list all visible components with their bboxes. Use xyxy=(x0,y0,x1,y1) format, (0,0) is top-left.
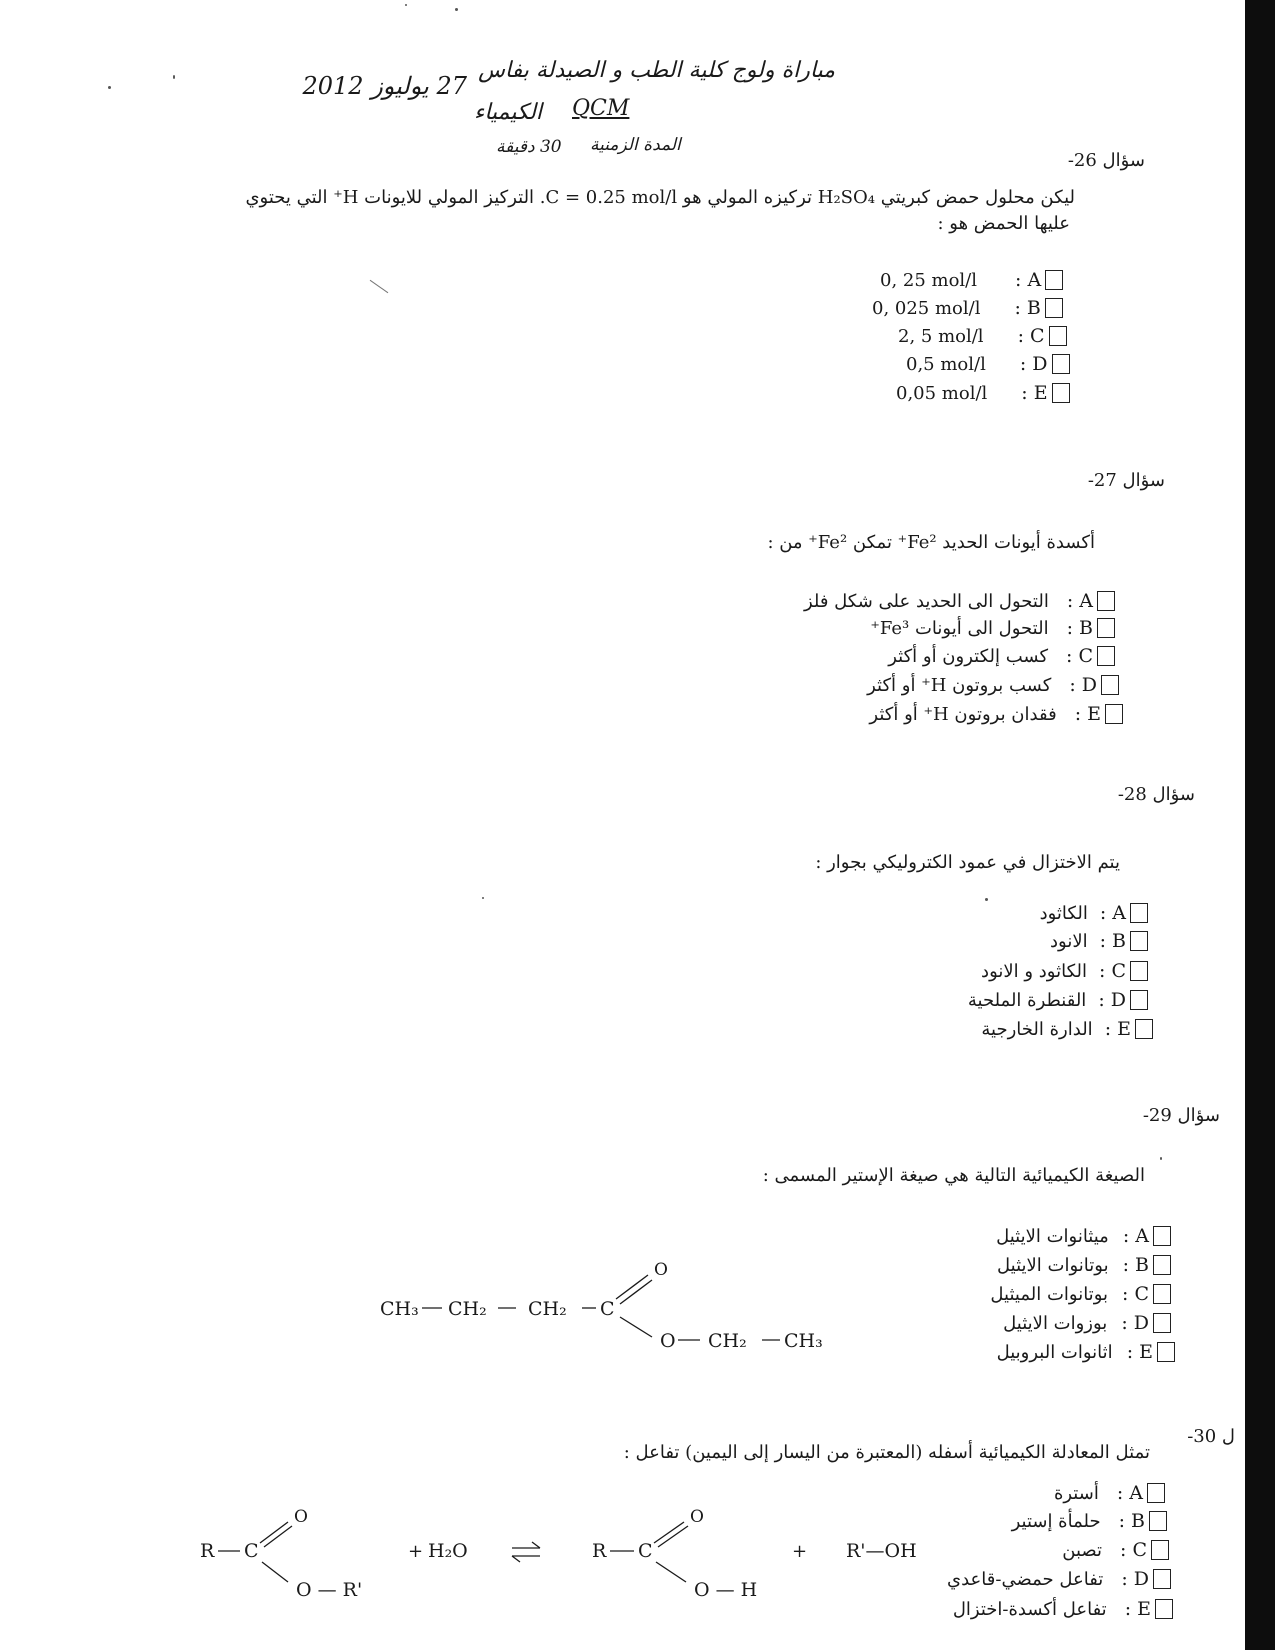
option-text: ميثانوات الايثيل xyxy=(996,1225,1109,1247)
eq-r-left: R xyxy=(200,1540,215,1562)
checkbox[interactable] xyxy=(1149,1511,1167,1531)
option-letter: : B xyxy=(1118,1510,1145,1532)
option-text: تفاعل أكسدة-اختزال xyxy=(952,1598,1107,1620)
checkbox[interactable] xyxy=(1151,1540,1169,1560)
question-30-option-b[interactable] xyxy=(1012,1508,1167,1534)
option-text: التحول الى الحديد على شكل فلز xyxy=(803,590,1049,612)
exam-date: 27 يوليوز 2012 xyxy=(302,72,467,100)
option-letter: : C xyxy=(1017,325,1045,347)
exam-subject: الكيمياء xyxy=(474,100,543,125)
checkbox[interactable] xyxy=(1130,903,1148,923)
option-letter: : B xyxy=(1014,297,1041,319)
exam-title: مباراة ولوج كلية الطب و الصيدلة بفاس xyxy=(478,58,835,83)
option-text: الانود xyxy=(1050,930,1088,952)
option-letter: : A xyxy=(1015,269,1042,291)
option-letter: : E xyxy=(1126,1341,1153,1363)
question-30-option-a[interactable] xyxy=(1054,1480,1165,1506)
option-text: حلمأة إستير xyxy=(1011,1510,1101,1532)
question-28-stem: يتم الاختزال في عمود الكتروليكي بجوار : xyxy=(815,852,1120,873)
checkbox[interactable] xyxy=(1153,1569,1171,1589)
option-letter: : E xyxy=(1021,382,1048,404)
option-letter: : E xyxy=(1124,1598,1151,1620)
option-text: التحول الى أيونات Fe³⁺ xyxy=(870,617,1049,639)
formula-ch3-right: CH₃ xyxy=(784,1330,823,1352)
option-text: تصبن xyxy=(1062,1539,1103,1561)
option-letter: : A xyxy=(1122,1225,1149,1247)
formula-carbon: C xyxy=(600,1298,615,1320)
question-27-option-e[interactable] xyxy=(869,701,1123,727)
question-26-option-e[interactable] xyxy=(896,380,1070,406)
question-30-option-c[interactable] xyxy=(1062,1537,1169,1563)
scan-speck xyxy=(985,898,988,901)
scan-speck xyxy=(405,4,407,6)
option-text: الدارة الخارجية xyxy=(981,1018,1093,1040)
question-27-option-a[interactable] xyxy=(804,588,1115,614)
eq-plus-2: + xyxy=(792,1541,808,1562)
checkbox[interactable] xyxy=(1097,646,1115,666)
question-27-stem: أكسدة أيونات الحديد Fe²⁺ تمكن Fe²⁺ من : xyxy=(767,532,1095,553)
question-29-option-e[interactable] xyxy=(997,1339,1175,1365)
option-text: بوتانوات الميثيل xyxy=(990,1283,1109,1305)
checkbox[interactable] xyxy=(1135,1019,1153,1039)
option-letter: : B xyxy=(1122,1254,1149,1276)
equilibrium-arrow xyxy=(512,1542,540,1562)
bond xyxy=(262,1562,288,1582)
option-letter: : E xyxy=(1074,703,1101,725)
question-27-option-d[interactable] xyxy=(867,672,1119,698)
question-28-option-a[interactable] xyxy=(1040,900,1148,926)
checkbox[interactable] xyxy=(1101,675,1119,695)
option-letter: : D xyxy=(1098,989,1126,1011)
option-text: 0, 25 mol/l xyxy=(880,269,978,291)
question-29-option-b[interactable] xyxy=(997,1252,1171,1278)
checkbox[interactable] xyxy=(1097,618,1115,638)
option-letter: : C xyxy=(1099,960,1126,982)
option-text: بوزوات الايثيل xyxy=(1003,1312,1108,1334)
bond xyxy=(620,1317,652,1337)
checkbox[interactable] xyxy=(1097,591,1115,611)
option-text: كسب إلكترون أو أكثر xyxy=(888,645,1049,667)
scan-edge xyxy=(1245,0,1275,1650)
option-text: بوتانوات الايثيل xyxy=(997,1254,1109,1276)
eq-r-right: R xyxy=(592,1540,607,1562)
option-letter: : E xyxy=(1104,1018,1131,1040)
question-28-label: سؤال 28- xyxy=(1117,784,1195,805)
checkbox[interactable] xyxy=(1155,1599,1173,1619)
question-27-label: سؤال 27- xyxy=(1087,470,1165,491)
option-letter: : D xyxy=(1069,674,1097,696)
checkbox[interactable] xyxy=(1105,704,1123,724)
option-letter: : D xyxy=(1121,1568,1149,1590)
option-letter: : B xyxy=(1066,617,1093,639)
eq-or-prime: O — R' xyxy=(296,1579,363,1601)
checkbox[interactable] xyxy=(1153,1255,1171,1275)
checkbox[interactable] xyxy=(1147,1483,1165,1503)
checkbox[interactable] xyxy=(1049,326,1067,346)
question-26-label: سؤال 26- xyxy=(1067,150,1145,171)
option-text: فقدان بروتون H⁺ أو أكثر xyxy=(869,703,1057,725)
formula-ch2-3: CH₂ xyxy=(708,1330,747,1352)
scan-speck xyxy=(108,86,111,89)
eq-o-left: O xyxy=(294,1507,308,1527)
checkbox[interactable] xyxy=(1153,1284,1171,1304)
option-text: اثانوات البروبيل xyxy=(996,1341,1113,1363)
question-26-option-d[interactable] xyxy=(906,351,1070,377)
checkbox[interactable] xyxy=(1052,383,1070,403)
question-28-option-e[interactable] xyxy=(981,1016,1153,1042)
question-29-option-c[interactable] xyxy=(990,1281,1171,1307)
checkbox[interactable] xyxy=(1130,990,1148,1010)
checkbox[interactable] xyxy=(1045,270,1063,290)
question-28-option-d[interactable] xyxy=(968,987,1148,1013)
formula-ch3-left: CH₃ xyxy=(380,1298,419,1320)
question-30-stem: تمثل المعادلة الكيميائية أسفله (المعتبرة من اليسار إلى اليمين) تفاعل : xyxy=(623,1442,1150,1463)
formula-oxygen: O xyxy=(654,1260,668,1280)
option-letter: : C xyxy=(1122,1283,1149,1305)
option-letter: : D xyxy=(1019,353,1048,375)
eq-o-right: O xyxy=(690,1507,704,1527)
option-text: الكاثود و الانود xyxy=(981,960,1088,982)
checkbox[interactable] xyxy=(1153,1226,1171,1246)
exam-type: QCM xyxy=(572,96,630,121)
question-29-option-d[interactable] xyxy=(1003,1310,1171,1336)
option-text: القنطرة الملحية xyxy=(967,989,1087,1011)
bond xyxy=(656,1562,686,1582)
formula-ch2-2: CH₂ xyxy=(528,1298,567,1320)
option-letter: : C xyxy=(1120,1539,1147,1561)
option-text: أسترة xyxy=(1053,1482,1099,1504)
question-28-option-b[interactable] xyxy=(1050,928,1148,954)
scan-speck xyxy=(173,75,175,79)
question-27-option-c[interactable] xyxy=(888,643,1115,669)
scan-speck xyxy=(455,8,458,11)
option-text: 0, 025 mol/l xyxy=(872,297,981,319)
question-29-label: سؤال 29- xyxy=(1142,1105,1220,1126)
scan-mark xyxy=(370,280,389,293)
eq-oh: O — H xyxy=(694,1579,758,1601)
question-26-option-c[interactable] xyxy=(898,323,1067,349)
checkbox[interactable] xyxy=(1130,961,1148,981)
checkbox[interactable] xyxy=(1153,1313,1171,1333)
eq-c-right: C xyxy=(638,1540,653,1562)
eq-c-left: C xyxy=(244,1540,259,1562)
eq-water: H₂O xyxy=(428,1540,468,1562)
question-26-stem-2: عليها الحمض هو : xyxy=(937,213,1070,234)
question-26-stem-1: ليكن محلول حمض كبريتي H₂SO₄ تركيزه المولي هو C = 0.25 mol/l. التركيز المولي للايونات H⁺ التي يحتوي xyxy=(245,187,1075,208)
option-letter: : A xyxy=(1099,902,1126,924)
option-letter: : B xyxy=(1099,930,1126,952)
option-text: تفاعل حمضي-قاعدي xyxy=(947,1568,1104,1590)
option-text: 0,5 mol/l xyxy=(906,353,986,375)
option-letter: : A xyxy=(1116,1482,1143,1504)
question-26-option-a[interactable] xyxy=(880,267,1063,293)
checkbox[interactable] xyxy=(1052,354,1070,374)
question-27-option-b[interactable] xyxy=(870,615,1115,641)
eq-plus-1: + xyxy=(408,1541,424,1562)
checkbox[interactable] xyxy=(1157,1342,1175,1362)
formula-ester-oxygen: O xyxy=(660,1330,676,1352)
option-letter: : D xyxy=(1121,1312,1149,1334)
question-30-label: ل 30- xyxy=(1187,1426,1235,1447)
option-text: كسب بروتون H⁺ أو أكثر xyxy=(867,674,1052,696)
question-29-option-a[interactable] xyxy=(996,1223,1171,1249)
option-letter: : A xyxy=(1066,590,1093,612)
checkbox[interactable] xyxy=(1045,298,1063,318)
scan-speck xyxy=(482,897,484,899)
option-text: الكاثود xyxy=(1039,902,1088,924)
option-text: 0,05 mol/l xyxy=(896,382,988,404)
hydrolysis-equation xyxy=(190,1500,990,1620)
option-text: 2, 5 mol/l xyxy=(898,325,984,347)
checkbox[interactable] xyxy=(1130,931,1148,951)
option-letter: : C xyxy=(1066,645,1093,667)
question-28-option-c[interactable] xyxy=(981,958,1148,984)
ester-formula xyxy=(370,1255,890,1355)
question-29-stem: الصيغة الكيميائية التالية هي صيغة الإستير المسمى : xyxy=(762,1165,1145,1186)
formula-ch2-1: CH₂ xyxy=(448,1298,487,1320)
eq-alcohol: R'—OH xyxy=(846,1540,917,1562)
duration-label: المدة الزمنية xyxy=(590,135,681,155)
duration-value: 30 دقيقة xyxy=(496,137,562,157)
question-26-option-b[interactable] xyxy=(872,295,1063,321)
scan-speck xyxy=(1160,1157,1162,1160)
